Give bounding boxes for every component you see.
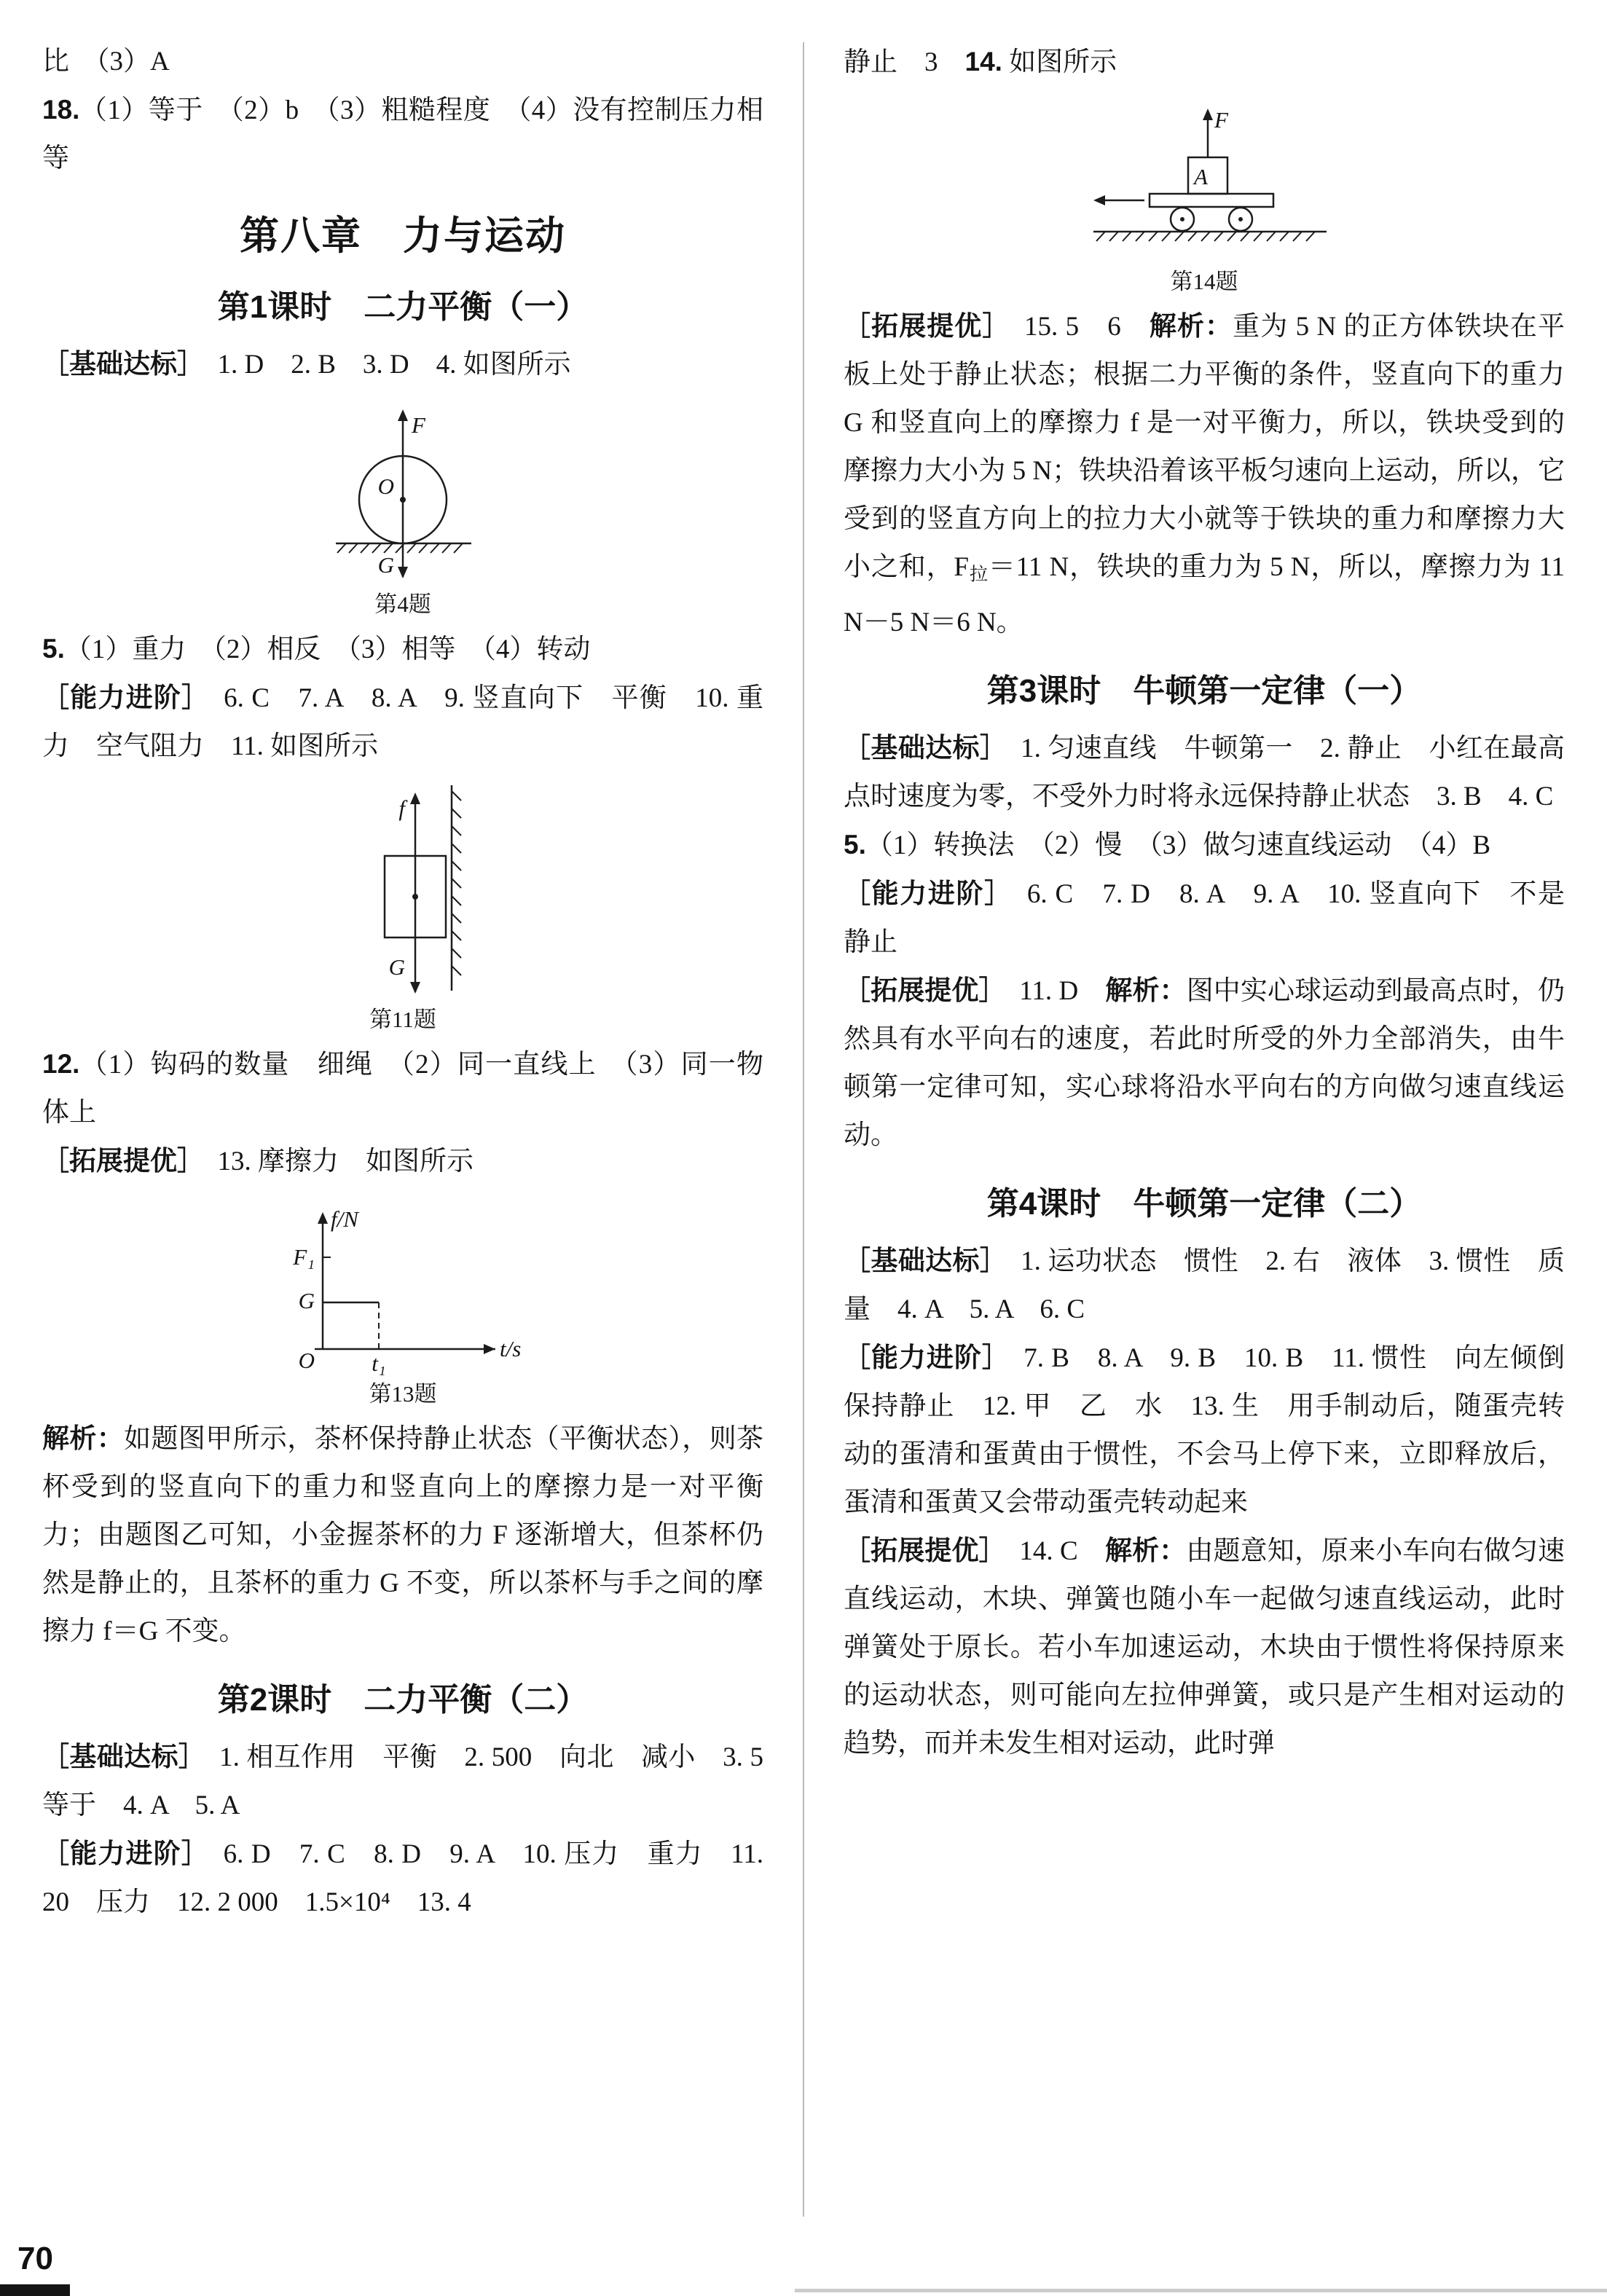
- label-origin: O: [298, 1348, 315, 1373]
- chapter-heading: 第八章 力与运动: [240, 214, 566, 258]
- wheel-left-hub: [1180, 217, 1184, 221]
- answer-paragraph: ［基础达标］ 1. 运功状态 惯性 2. 右 液体 3. 惯性 质量 4. A 5. A 6. C: [844, 1246, 1565, 1325]
- lesson-heading: 第1课时 二力平衡（一）: [217, 289, 589, 325]
- figure-caption: 第4题: [374, 591, 431, 617]
- answer-paragraph: 5.（1）重力 （2）相反 （3）相等 （4）转动: [42, 634, 591, 664]
- label-t1: t₁: [372, 1351, 386, 1376]
- center-dot: [400, 497, 406, 503]
- answer-paragraph: ［拓展提优］ 14. C 解析：由题意知，原来小车向右做匀速直线运动，木块、弹簧也随小车一起做匀速直线运动，此时弹簧处于原长。若小车加速运动，木块由于惯性将保持原来的运动状态，则可能向左拉伸弹簧，或只是产生相对运动的趋势，而并未发生相对运动，此时弹: [844, 1536, 1565, 1759]
- label-f: f: [398, 795, 405, 821]
- page-number: 70: [17, 2241, 53, 2276]
- arrow-down-G: [410, 982, 420, 994]
- lesson-heading: 第4课时 牛顿第一定律（二）: [986, 1186, 1422, 1222]
- arrow-up-F: [1203, 109, 1213, 120]
- label-G: G: [377, 552, 394, 578]
- corner-bar: [0, 2284, 70, 2296]
- left-column: [42, 38, 791, 1927]
- ground-hatching: [337, 543, 463, 553]
- figure-force-time-graph: [42, 1195, 763, 1409]
- right-column: [844, 38, 1592, 1768]
- answer-paragraph: 5.（1）转换法 （2）慢 （3）做匀速直线运动 （4）B: [844, 830, 1491, 861]
- arrow-up-f: [410, 793, 420, 804]
- answer-paragraph: ［基础达标］ 1. D 2. B 3. D 4. 如图所示: [42, 349, 571, 380]
- label-y-axis: f/N: [331, 1206, 358, 1232]
- figure-caption: 第11题: [369, 1007, 436, 1032]
- answer-paragraph: ［能力进阶］ 7. B 8. A 9. B 10. B 11. 惯性 向左倾倒 保持静止 12. 甲 乙 水 13. 生 用手制动后，随蛋壳转动的蛋清和蛋黄由于惯性，不会马上停下来，立即释放后，蛋清和蛋黄又会带动蛋壳转动起来: [844, 1342, 1592, 1518]
- figure-ball-forces-svg: [301, 398, 505, 589]
- figure-caption: 第13题: [369, 1381, 437, 1407]
- wheel-right-hub: [1238, 217, 1243, 221]
- answer-paragraph: 静止 3 14. 如图所示: [844, 47, 1117, 77]
- answer-paragraph: ［能力进阶］ 6. C 7. D 8. A 9. A 10. 竖直向下 不是 静止: [844, 878, 1592, 958]
- label-G: G: [388, 954, 405, 980]
- figure-cart-block: [844, 95, 1565, 296]
- answer-paragraph: ［拓展提优］ 13. 摩擦力 如图所示: [42, 1146, 474, 1176]
- figure-force-time-graph-svg: [268, 1195, 538, 1378]
- answer-paragraph: ［基础达标］ 1. 匀速直线 牛顿第一 2. 静止 小红在最高点时速度为零，不受外力时将永远保持静止状态 3. B 4. C: [844, 733, 1565, 812]
- bottom-rule: [795, 2289, 1607, 2292]
- arrow-down-G: [398, 567, 408, 578]
- cart-platform: [1150, 194, 1273, 207]
- arrow-up-F: [398, 409, 408, 421]
- answer-paragraph: 12.（1）钩码的数量 细绳 （2）同一直线上 （3）同一物体上: [42, 1049, 763, 1128]
- answer-paragraph: 18.（1）等于 （2）b （3）粗糙程度 （4）没有控制压力相等: [42, 95, 763, 173]
- answer-paragraph: ［能力进阶］ 6. D 7. C 8. D 9. A 10. 压力 重力 11. 20 压力 12. 2 000 1.5×10⁴ 13. 4: [42, 1839, 764, 1917]
- label-O: O: [377, 473, 394, 499]
- label-F1: F₁: [293, 1244, 315, 1270]
- label-F: F: [1214, 107, 1228, 133]
- x-axis-arrow: [484, 1344, 495, 1354]
- answer-paragraph: 解析：如题图甲所示，茶杯保持静止状态（平衡状态），则茶杯受到的竖直向下的重力和竖直向上的摩擦力是一对平衡力；由题图乙可知，小金握茶杯的力 F 逐渐增大，但茶杯仍然是静止的，且茶杯的重力 G 不变，所以茶杯与手之间的摩擦力 f＝G 不变。: [42, 1423, 764, 1646]
- answer-paragraph: ［拓展提优］ 15. 5 6 解析：重为 5 N 的正方体铁块在平板上处于静止状态；根据二力平衡的条件，竖直向下的重力 G 和竖直向上的摩擦力 f 是一对平衡力，所以，铁块受到的摩擦力大小为 5 N；铁块沿着该平板匀速向上运动，所以，它受到的竖直方向上的拉力大小就等于铁块的重力和摩擦力大小之和，$F_拉=11$ N，铁块的重力为 5 N，所以，摩擦力为 11 N－5 N＝6 N。: [844, 311, 1565, 638]
- answer-paragraph: ［基础达标］ 1. 相互作用 平衡 2. 500 向北 减小 3. 5 等于 4. A 5. A: [42, 1742, 791, 1820]
- label-A: A: [1194, 164, 1208, 189]
- answer-paragraph: 比 （3）A: [42, 47, 170, 76]
- arrow-left: [1093, 195, 1105, 205]
- figure-ball-forces: [42, 398, 763, 619]
- ground-hatching: [1096, 232, 1315, 241]
- wall-hatching: [452, 791, 461, 975]
- figure-block-on-wall: [42, 779, 763, 1034]
- label-G: G: [298, 1288, 315, 1313]
- y-axis-arrow: [318, 1212, 328, 1224]
- answer-paragraph: ［拓展提优］ 11. D 解析：图中实心球运动到最高点时，仍然具有水平向右的速度，若此时所受的外力全部消失，由牛顿第一定律可知，实心球将沿水平向右的方向做匀速直线运动。: [844, 975, 1565, 1151]
- lesson-heading: 第3课时 牛顿第一定律（一）: [986, 673, 1422, 709]
- label-x-axis: t/s: [500, 1336, 522, 1361]
- column-divider: [803, 42, 804, 2217]
- figure-cart-block-svg: [1051, 95, 1357, 266]
- label-F: F: [412, 412, 425, 438]
- figure-block-on-wall-svg: [312, 779, 494, 1004]
- figure-caption: 第14题: [1170, 269, 1238, 294]
- lesson-heading: 第2课时 二力平衡（二）: [217, 1682, 589, 1718]
- answer-paragraph: ［能力进阶］ 6. C 7. A 8. A 9. 竖直向下 平衡 10. 重力 空气阻力 11. 如图所示: [42, 683, 764, 761]
